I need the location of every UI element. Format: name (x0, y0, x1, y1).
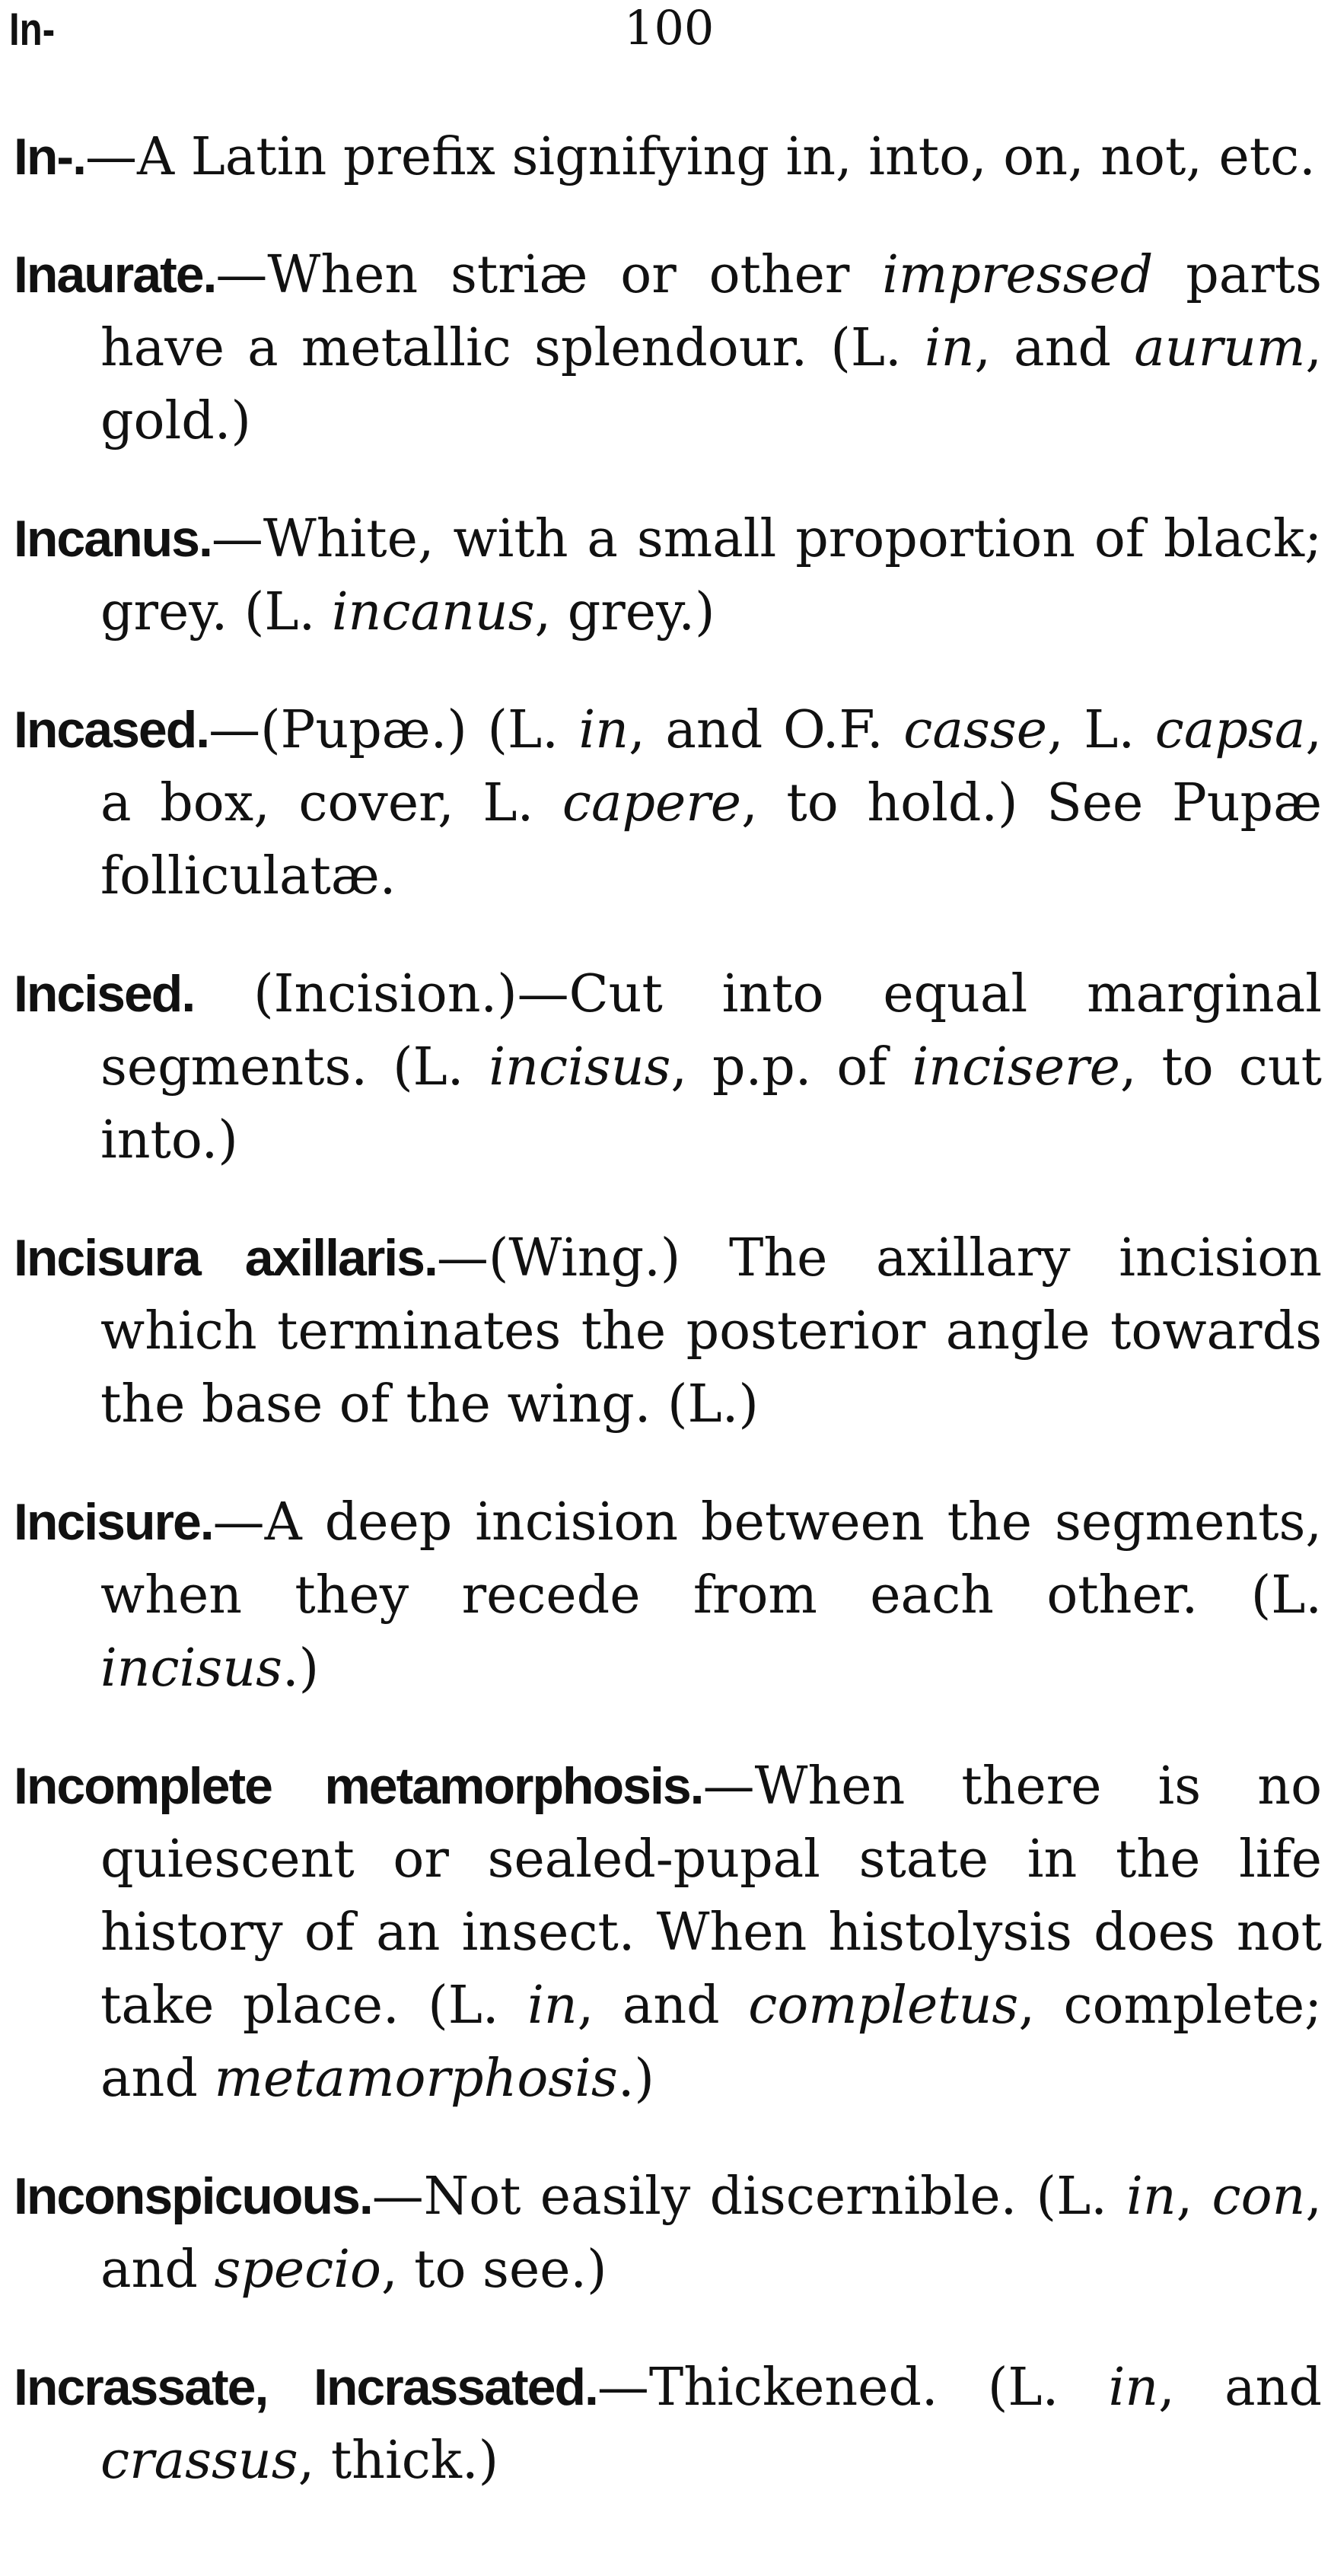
entry-text: , to hold.) See Pupæ folliculatæ. (100, 773, 1322, 906)
entry-headword: Incisure. (14, 1493, 213, 1551)
entry-text: —When striæ or other (215, 245, 883, 305)
entry-text: , and (974, 318, 1135, 378)
entry-headword: In-. (14, 128, 85, 186)
entry-text: , a box, cover, L. (100, 700, 1322, 833)
entry-italic-term: in (527, 1976, 578, 2036)
entry-italic-term: specio (214, 2240, 381, 2300)
entry-text: , grey.) (534, 582, 715, 642)
entry-italic-term: in (1126, 2167, 1177, 2227)
entry-text: , complete; and (100, 1976, 1322, 2109)
entry-text: , and (1158, 2358, 1322, 2418)
dictionary-entry (0, 1221, 1331, 1441)
dictionary-entry (0, 1485, 1331, 1705)
entry-italic-term: impressed (882, 245, 1154, 305)
dictionary-entry (0, 957, 1331, 1177)
entry-headword: Incanus. (14, 510, 212, 568)
entry-text: —White, with a small proportion of black; grey. (L. (100, 509, 1322, 642)
entry-text: parts have a metallic splendour. (L. (100, 245, 1322, 378)
entry-text: , and O.F. (629, 700, 904, 760)
entry-headword: Incised. (14, 965, 195, 1023)
dictionary-entry (0, 502, 1331, 649)
entry-headword: Inconspicuous. (14, 2167, 372, 2225)
dictionary-entry (0, 2160, 1331, 2307)
entry-italic-term: capsa (1154, 700, 1306, 760)
entry-text: —When there is no quiescent or sealed-pupal state in the life history of an insect. When histolysis does not take place. (L. (100, 1756, 1323, 2036)
guide-word: In- (9, 4, 56, 55)
entry-italic-term: crassus (100, 2431, 298, 2491)
entry-text: —(Wing.) The axillary incision which terminates the posterior angle towards the base of the wing. (L.) (100, 1228, 1322, 1434)
page-number: 100 (624, 0, 715, 56)
entry-text: , L. (1046, 700, 1155, 760)
entry-text: —Thickened. (L. (597, 2358, 1109, 2418)
entry-text: , (1176, 2167, 1212, 2227)
dictionary-entry (0, 1750, 1331, 2116)
entry-text: —A Latin prefix signifying in, into, on, not, etc. (84, 127, 1316, 187)
entry-text: —Not easily discernible. (L. (371, 2167, 1127, 2227)
entry-headword: Incomplete metamorphosis. (14, 1757, 703, 1815)
dictionary-entry (0, 238, 1331, 458)
entry-text: , gold.) (100, 318, 1322, 451)
dictionary-entry (0, 693, 1331, 913)
dictionary-entry (0, 120, 1331, 194)
entry-italic-term: in (1108, 2358, 1159, 2418)
entry-italic-term: capere (562, 773, 742, 833)
entry-italic-term: incisere (912, 1037, 1120, 1097)
entry-headword: Incased. (14, 701, 209, 759)
entry-italic-term: incanus (331, 582, 535, 642)
running-header (0, 0, 1331, 68)
entry-italic-term: aurum (1134, 318, 1306, 378)
entry-headword: Incrassate, Incrassated. (14, 2358, 597, 2416)
entry-text: , to see.) (381, 2240, 607, 2300)
entry-italic-term: metamorphosis (214, 2049, 618, 2109)
entry-text: .) (617, 2049, 654, 2109)
entry-italic-term: in (578, 700, 629, 760)
entry-italic-term: in (924, 318, 975, 378)
entry-italic-term: incisus (489, 1037, 671, 1097)
entry-text: , to cut into.) (100, 1037, 1322, 1170)
entry-text: , and (577, 1976, 749, 2036)
entry-italic-term: con (1212, 2167, 1306, 2227)
entry-italic-term: incisus (100, 1638, 282, 1699)
entry-headword: Incisura axillaris. (14, 1229, 437, 1287)
entry-text: , thick.) (298, 2431, 499, 2491)
entry-list (0, 120, 1331, 2542)
entry-text: , and (100, 2167, 1322, 2300)
entry-text: , p.p. of (670, 1037, 912, 1097)
entry-text: .) (282, 1638, 320, 1699)
entry-headword: Inaurate. (14, 246, 216, 304)
entry-text: —A deep incision between the segments, when they recede from each other. (L. (100, 1492, 1322, 1626)
entry-italic-term: casse (903, 700, 1047, 760)
entry-text: (Incision.)—Cut into equal marginal segments. (L. (100, 964, 1322, 1097)
dictionary-entry (0, 2351, 1331, 2498)
entry-text: —(Pupæ.) (L. (209, 700, 579, 760)
entry-italic-term: completus (748, 1976, 1019, 2036)
